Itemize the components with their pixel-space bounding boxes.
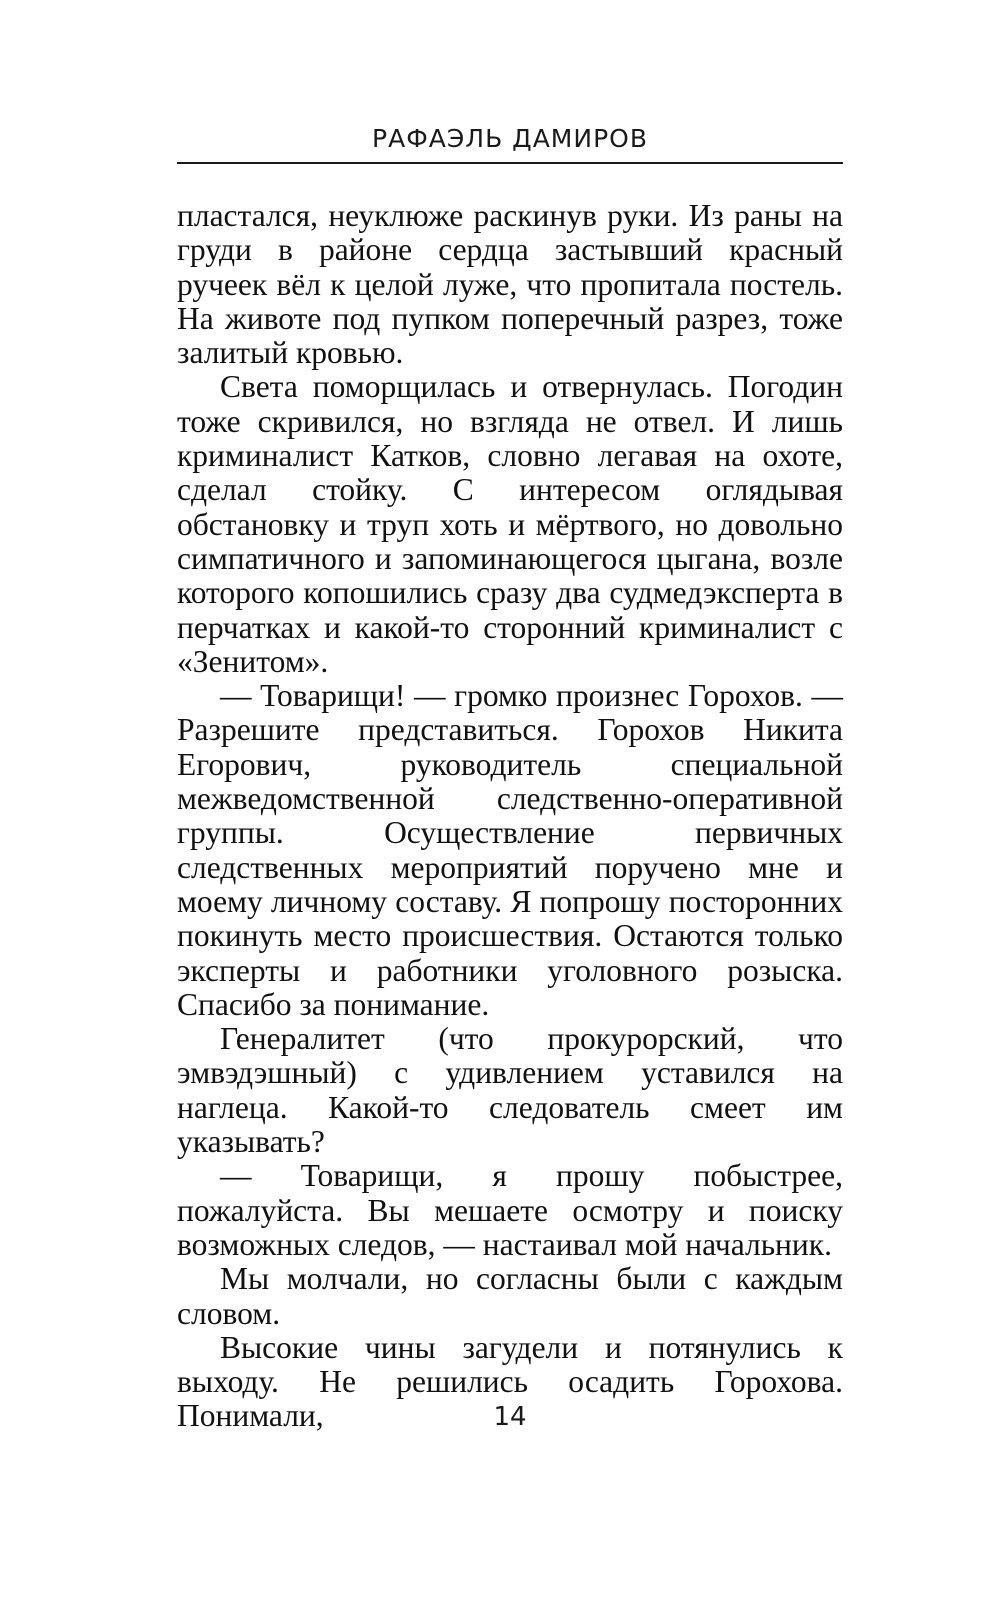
paragraph-7: Высокие чины загудели и потянулись к выходу. Не решились осадить Горохова. Понимали, xyxy=(177,1329,843,1434)
paragraph-5: — Товарищи, я прошу побыстрее, пожалуйста. Вы мешаете осмотру и поиску возможных следов, — настаивал мой начальник. xyxy=(177,1158,843,1262)
header-rule xyxy=(177,162,843,164)
page-number: 14 xyxy=(493,1402,527,1432)
paragraph-4: Генералитет (что прокурорский, что эмвэдэшный) с удивлением уставился на наглеца. Какой-то следователь смеет им указывать? xyxy=(177,1021,843,1160)
paragraph-3: — Товарищи! — громко произнес Горохов. — Разрешите представиться. Горохов Никита Егорович, руководитель специальной межведомственной следственно-оперативной группы. Осуществление первичных следственных мероприятий поручено мне и моему личному составу. Я попрошу посторонних покинуть место происшествия. Остаются только эксперты и работники уголовного розыска. Спасибо за понимание. xyxy=(177,678,843,1022)
running-header-author: РАФАЭЛЬ ДАМИРОВ xyxy=(372,124,648,153)
paragraph-1: пластался, неуклюже раскинув руки. Из раны на груди в районе сердца застывший красный ручеек вёл к целой луже, что пропитала постель. На животе под пупком поперечный разрез, тоже залитый кровью. xyxy=(177,198,843,371)
paragraph-2: Света поморщилась и отвернулась. Погодин тоже скривился, но взгляда не отвел. И лишь криминалист Катков, словно легавая на охоте, сделал стойку. С интересом оглядывая обстановку и труп хоть и мёртвого, но довольно симпатичного и запоминающегося цыгана, возле которого копошились сразу два судмедэксперта в перчатках и какой-то сторонний криминалист с «Зенитом». xyxy=(177,369,843,679)
paragraph-6: Мы молчали, но согласны были с каждым словом. xyxy=(177,1261,843,1331)
body-text xyxy=(177,199,843,1434)
